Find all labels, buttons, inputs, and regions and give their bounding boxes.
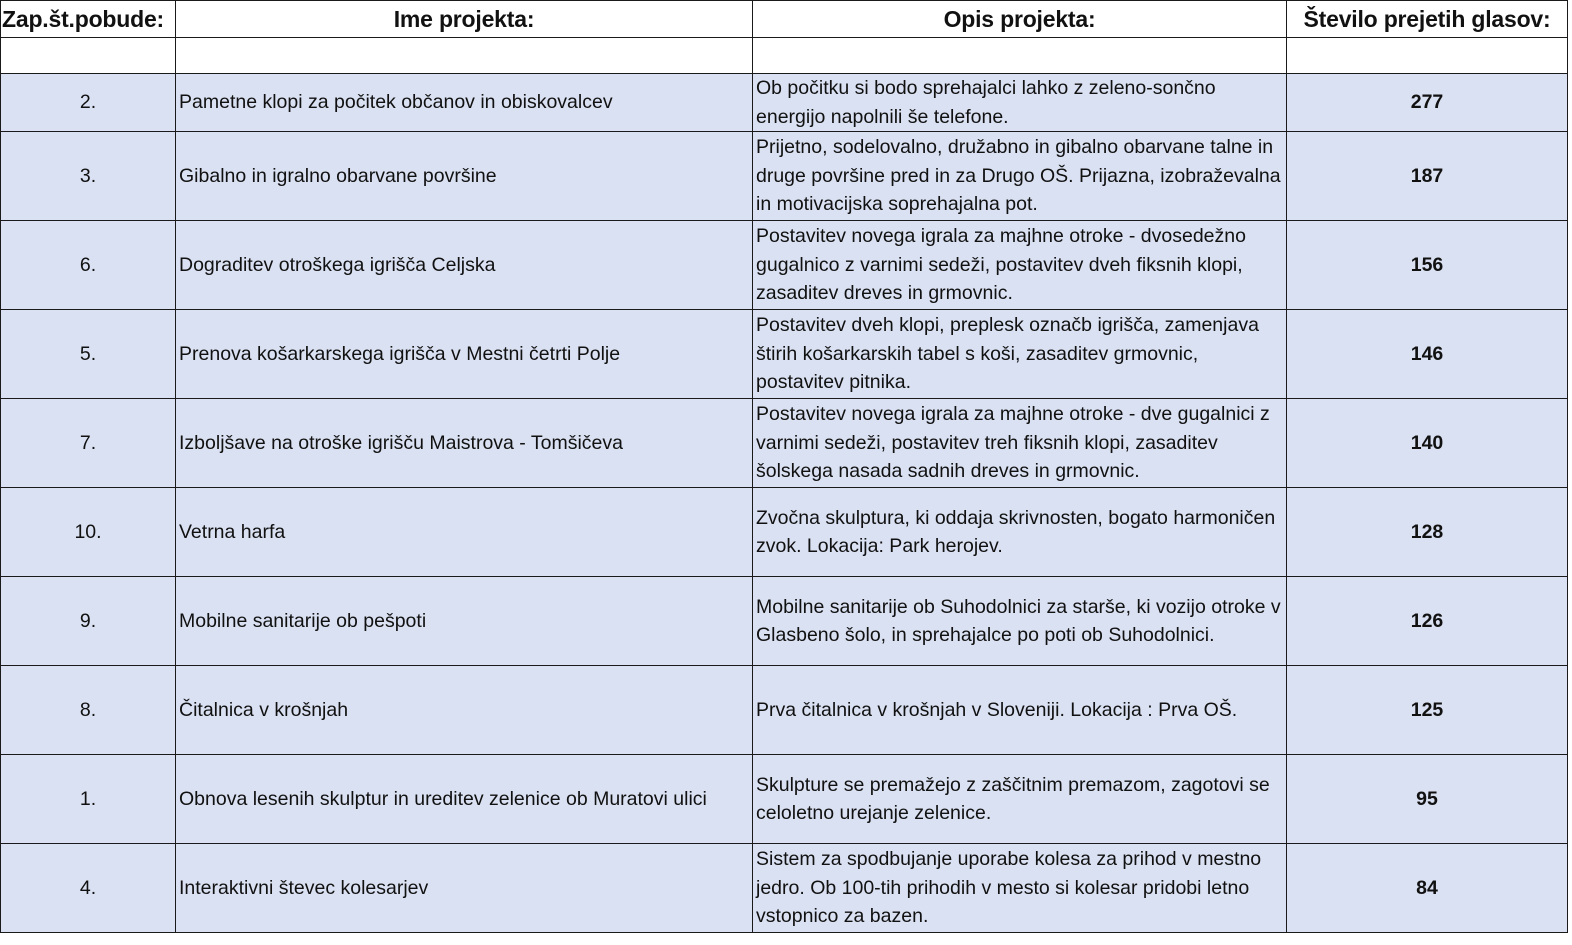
header-description[interactable]: Opis projekta: [753,1,1287,38]
description-cell[interactable]: Sistem za spodbujanje uporabe kolesa za prihod v mestno jedro. Ob 100-tih prihodih v mesto si kolesar pridobi letno vstopnico za bazen. [753,844,1287,933]
header-name[interactable]: Ime projekta: [176,1,753,38]
number-cell[interactable]: 7. [1,399,176,488]
number-cell[interactable]: 3. [1,132,176,221]
votes-cell[interactable]: 128 [1287,488,1568,577]
votes-cell[interactable]: 95 [1287,755,1568,844]
name-cell[interactable]: Pametne klopi za počitek občanov in obiskovalcev [176,74,753,132]
votes-cell[interactable]: 126 [1287,577,1568,666]
table-row [1,666,1568,755]
description-cell[interactable]: Zvočna skulptura, ki oddaja skrivnosten, bogato harmoničen zvok. Lokacija: Park herojev. [753,488,1287,577]
number-cell[interactable]: 2. [1,74,176,132]
header-number[interactable]: Zap.št.pobude: [1,1,176,38]
table-row [1,74,1568,132]
blank-cell[interactable] [753,38,1287,74]
number-cell[interactable]: 4. [1,844,176,933]
table-row [1,755,1568,844]
number-cell[interactable]: 6. [1,221,176,310]
blank-cell[interactable] [1,38,176,74]
name-cell[interactable]: Izboljšave na otroške igrišču Maistrova - Tomšičeva [176,399,753,488]
table-row [1,844,1568,933]
description-cell[interactable]: Skulpture se premažejo z zaščitnim premazom, zagotovi se celoletno urejanje zelenice. [753,755,1287,844]
name-cell[interactable]: Interaktivni števec kolesarjev [176,844,753,933]
header-row [1,1,1568,38]
table-row [1,577,1568,666]
number-cell[interactable]: 8. [1,666,176,755]
table-row [1,132,1568,221]
description-cell[interactable]: Postavitev dveh klopi, preplesk označb igrišča, zamenjava štirih košarkarskih tabel s koši, zasaditev grmovnic, postavitev pitnika. [753,310,1287,399]
header-votes[interactable]: Število prejetih glasov: [1287,1,1568,38]
blank-cell[interactable] [176,38,753,74]
name-cell[interactable]: Čitalnica v krošnjah [176,666,753,755]
description-cell[interactable]: Postavitev novega igrala za majhne otroke - dvosedežno gugalnico z varnimi sedeži, postavitev dveh fiksnih klopi, zasaditev dreves in grmovnic. [753,221,1287,310]
table-row [1,310,1568,399]
number-cell[interactable]: 9. [1,577,176,666]
votes-cell[interactable]: 156 [1287,221,1568,310]
votes-cell[interactable]: 84 [1287,844,1568,933]
number-cell[interactable]: 10. [1,488,176,577]
blank-cell[interactable] [1287,38,1568,74]
votes-cell[interactable]: 146 [1287,310,1568,399]
table-row [1,221,1568,310]
table-row [1,399,1568,488]
name-cell[interactable]: Dograditev otroškega igrišča Celjska [176,221,753,310]
number-cell[interactable]: 5. [1,310,176,399]
description-cell[interactable]: Ob počitku si bodo sprehajalci lahko z zeleno-sončno energijo napolnili še telefone. [753,74,1287,132]
name-cell[interactable]: Gibalno in igralno obarvane površine [176,132,753,221]
name-cell[interactable]: Prenova košarkarskega igrišča v Mestni četrti Polje [176,310,753,399]
table-row [1,488,1568,577]
description-cell[interactable]: Prijetno, sodelovalno, družabno in gibalno obarvane talne in druge površine pred in za Drugo OŠ. Prijazna, izobraževalna in motivacijska soprehajalna pot. [753,132,1287,221]
name-cell[interactable]: Obnova lesenih skulptur in ureditev zelenice ob Muratovi ulici [176,755,753,844]
description-cell[interactable]: Prva čitalnica v krošnjah v Sloveniji. Lokacija : Prva OŠ. [753,666,1287,755]
name-cell[interactable]: Vetrna harfa [176,488,753,577]
description-cell[interactable]: Mobilne sanitarije ob Suhodolnici za starše, ki vozijo otroke v Glasbeno šolo, in sprehajalce po poti ob Suhodolnici. [753,577,1287,666]
blank-row [1,38,1568,74]
votes-cell[interactable]: 187 [1287,132,1568,221]
description-cell[interactable]: Postavitev novega igrala za majhne otroke - dve gugalnici z varnimi sedeži, postavitev treh fiksnih klopi, zasaditev šolskega nasada sadnih dreves in grmovnic. [753,399,1287,488]
votes-cell[interactable]: 140 [1287,399,1568,488]
number-cell[interactable]: 1. [1,755,176,844]
votes-cell[interactable]: 125 [1287,666,1568,755]
name-cell[interactable]: Mobilne sanitarije ob pešpoti [176,577,753,666]
votes-cell[interactable]: 277 [1287,74,1568,132]
